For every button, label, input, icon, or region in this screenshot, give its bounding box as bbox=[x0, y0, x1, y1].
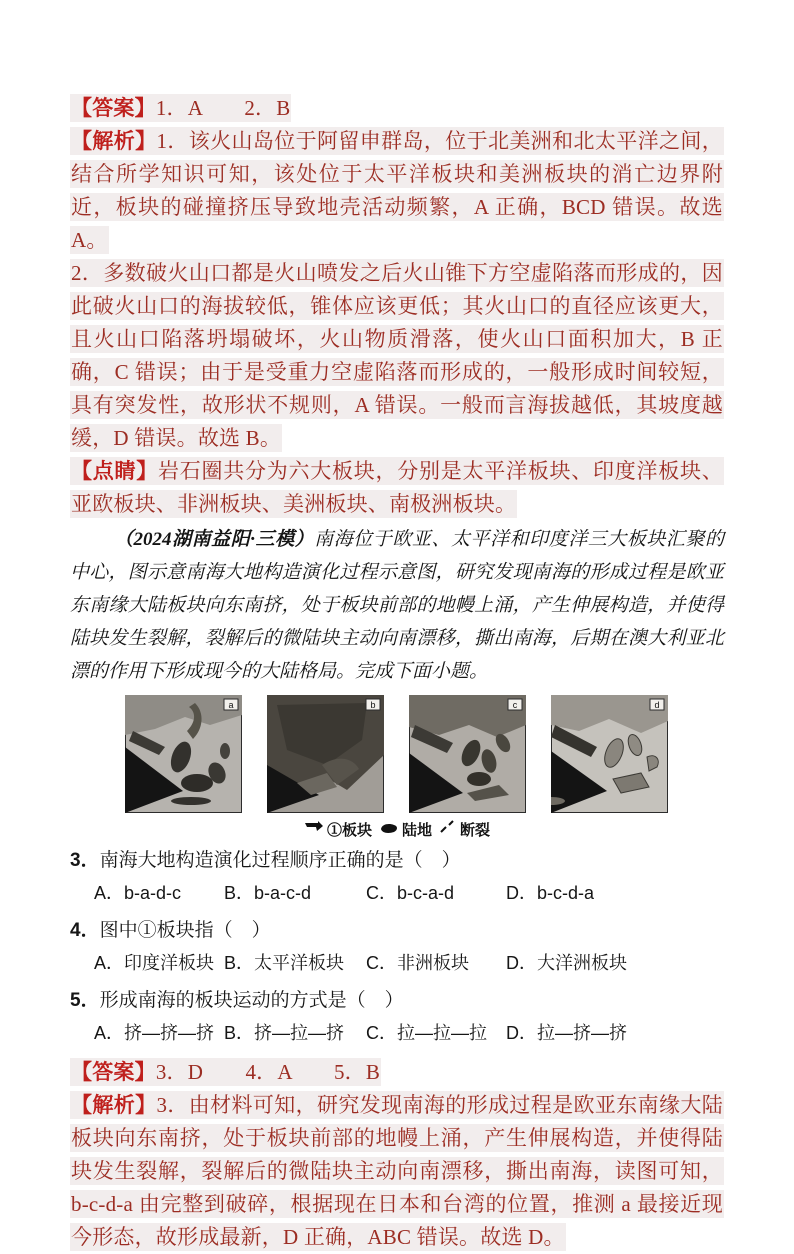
option-3-c: C．b-c-a-d bbox=[366, 883, 455, 903]
analysis-text-2: 2．多数破火山口都是火山喷发之后火山锥下方空虚陷落而形成的，因此破火山口的海拔较低，锥体应该更低；其火山口的直径应该更大，且火山口陷落坍塌破坏，火山物质滑落，使火山口面积加大，B 正确，C 错误；由于是受重力空虚陷落而形成的，一般形成时间较短，具有突发性，故形状不规则，A 错误。一般而言海拔越低，其坡度越缓，D 错误。故选 B。 bbox=[71, 261, 723, 450]
map-c-image bbox=[409, 695, 526, 813]
option-4-a: A．印度洋板块 bbox=[94, 953, 215, 973]
passage-source: （2024湖南益阳·三模） bbox=[114, 529, 315, 550]
answer-block-1 bbox=[70, 92, 724, 521]
answer-label: 【答案】 bbox=[71, 96, 156, 120]
analysis-text-1: 1．该火山岛位于阿留申群岛，位于北美洲和北太平洋之间，结合所学知识可知，该处位于太平洋板块和美洲板块的消亡边界附近，板块的碰撞挤压导致地壳活动频繁，A 正确，BCD 错误。故选 A。 bbox=[71, 129, 723, 252]
question-4-stem: 4．图中①板块指（ ） bbox=[70, 920, 271, 941]
map-d-image bbox=[551, 695, 668, 813]
evolution-maps-row bbox=[125, 695, 724, 813]
passage-paragraph bbox=[70, 523, 724, 688]
legend-item-plate bbox=[304, 819, 372, 840]
option-4-d: D．大洋洲板块 bbox=[506, 953, 627, 973]
question-4 bbox=[70, 914, 724, 980]
map-label-d: d bbox=[654, 700, 660, 710]
question-3-stem: 3．南海大地构造演化过程顺序正确的是（ ） bbox=[70, 850, 461, 871]
option-3-d: D．b-c-d-a bbox=[506, 883, 595, 903]
plate-arrow-icon bbox=[304, 820, 324, 838]
answer-values: 1．A 2．B bbox=[155, 96, 291, 120]
key-point-text: 岩石圈共分为六大板块，分别是太平洋板块、印度洋板块、亚欧板块、非洲板块、美洲板块、南极洲板块。 bbox=[71, 459, 723, 516]
question-3 bbox=[70, 844, 724, 910]
analysis-text-3: 3．由材料可知，研究发现南海的形成过程是欧亚东南缘大陆板块向东南挤，处于板块前部的地幔上涌，产生伸展构造，并使得陆块发生裂解，裂解后的微陆块主动向南漂移，撕出南海，读图可知，b-c-d-a 由完整到破碎，根据现在日本和台湾的位置，推测 a 最接近现今形态，故形成最新，D 正确，ABC 错误。故选 D。 bbox=[71, 1093, 723, 1249]
question-5-number: 5． bbox=[70, 990, 100, 1011]
question-4-number: 4． bbox=[70, 920, 100, 941]
key-point-label: 【点睛】 bbox=[71, 459, 159, 483]
map-b bbox=[267, 695, 384, 813]
option-5-c: C．拉—拉—拉 bbox=[366, 1023, 487, 1043]
legend-label-land: 陆地 bbox=[401, 821, 432, 839]
question-5-options bbox=[70, 1017, 724, 1050]
question-5 bbox=[70, 984, 724, 1050]
map-label-c: c bbox=[512, 700, 518, 710]
answer-block-2 bbox=[70, 1056, 724, 1254]
map-a-image bbox=[125, 695, 242, 813]
analysis-paragraph-1 bbox=[70, 125, 724, 257]
answer-label-2: 【答案】 bbox=[71, 1060, 156, 1084]
map-label-b: b bbox=[370, 700, 376, 710]
option-4-c: C．非洲板块 bbox=[366, 953, 469, 973]
figure-legend bbox=[70, 818, 724, 840]
legend-item-land bbox=[379, 819, 432, 840]
legend-item-fracture bbox=[439, 819, 490, 840]
option-3-a: A．b-a-d-c bbox=[94, 883, 182, 903]
option-4-b: B．太平洋板块 bbox=[224, 953, 345, 973]
passage-text: 南海位于欧亚、太平洋和印度洋三大板块汇聚的中心，图示意南海大地构造演化过程示意图，研究发现南海的形成过程是欧亚东南缘大陆板块向东南挤，处于板块前部的地幔上涌，产生伸展构造，并使得陆块发生裂解，裂解后的微陆块主动向南漂移，撕出南海，后期在澳大利亚北漂的作用下形成现今的大陆格局。完成下面小题。 bbox=[70, 529, 724, 682]
map-label-a: a bbox=[228, 700, 234, 710]
map-c bbox=[409, 695, 526, 813]
option-3-b: B．b-a-c-d bbox=[224, 883, 312, 903]
answer-line-1 bbox=[70, 92, 724, 125]
legend-label-fracture: 断裂 bbox=[460, 821, 491, 839]
land-blob-icon bbox=[379, 821, 399, 838]
option-5-d: D．拉—挤—挤 bbox=[506, 1023, 627, 1043]
analysis-label-2: 【解析】 bbox=[71, 1093, 157, 1117]
legend-label-plate: ①板块 bbox=[326, 821, 372, 839]
map-d bbox=[551, 695, 668, 813]
map-a bbox=[125, 695, 242, 813]
answer-values-2: 3．D 4．A 5．B bbox=[155, 1060, 381, 1084]
question-3-number: 3． bbox=[70, 850, 100, 871]
answer-line-2 bbox=[70, 1056, 724, 1089]
question-3-options bbox=[70, 877, 724, 910]
map-b-image bbox=[267, 695, 384, 813]
option-5-b: B．挤—拉—挤 bbox=[224, 1023, 345, 1043]
question-5-stem: 5．形成南海的板块运动的方式是（ ） bbox=[70, 990, 404, 1011]
analysis-paragraph-3 bbox=[70, 1089, 724, 1254]
fracture-dash-icon bbox=[439, 820, 457, 838]
analysis-paragraph-2 bbox=[70, 257, 724, 455]
question-4-options bbox=[70, 947, 724, 980]
key-point-paragraph bbox=[70, 455, 724, 521]
analysis-label: 【解析】 bbox=[71, 129, 157, 153]
option-5-a: A．挤—挤—挤 bbox=[94, 1023, 215, 1043]
